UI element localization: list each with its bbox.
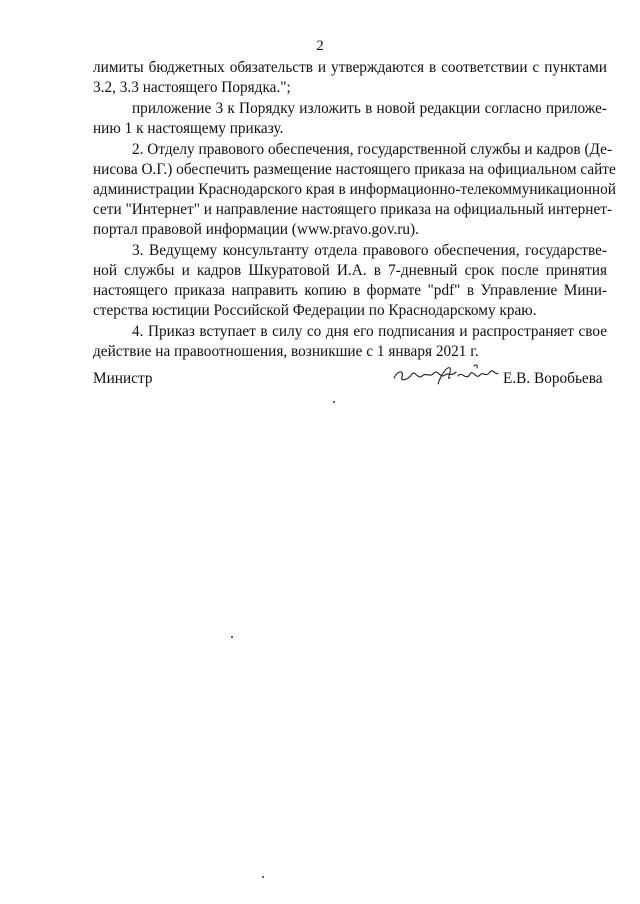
body-line-11: ной службы и кадров Шкуратовой И.А. в 7-дневный срок после принятия [93,262,607,279]
body-line-5: 2. Отделу правового обеспечения, государственной службы и кадров (Де- [132,141,613,158]
body-line-7: администрации Краснодарского края в информационно-телекоммуникационной [93,181,616,198]
handwritten-signature [390,360,502,388]
body-line-2: 3.2, 3.3 настоящего Порядка."; [93,79,291,96]
scan-speck [333,401,335,403]
body-line-1: лимиты бюджетных обязательств и утверждаются в соответствии с пунктами [93,59,607,76]
body-line-15: действие на правоотношения, возникшие с 1 января 2021 г. [93,343,479,360]
body-line-13: стерства юстиции Российской Федерации по Краснодарскому краю. [93,302,537,319]
signatory-position: Министр [93,370,153,387]
body-line-6: нисова О.Г.) обеспечить размещение настоящего приказа на официальном сайте [93,161,616,178]
page-number: 2 [316,38,324,54]
body-line-14: 4. Приказ вступает в силу со дня его подписания и распространяет свое [132,323,607,340]
body-line-12: настоящего приказа направить копию в формате "pdf" в Управление Мини- [93,282,607,299]
scan-speck [231,636,233,638]
body-line-8: сети "Интернет" и направление настоящего приказа на официальный интернет- [93,201,613,218]
scan-speck [262,876,264,878]
body-line-9: портал правовой информации (www.pravo.gov.ru). [93,221,419,238]
body-line-10: 3. Ведущему консультанту отдела правового обеспечения, государстве- [132,242,607,259]
signatory-name: Е.В. Воробьева [503,370,603,387]
body-line-3: приложение 3 к Порядку изложить в новой редакции согласно приложе- [132,100,607,117]
body-line-4: нию 1 к настоящему приказу. [93,120,284,137]
